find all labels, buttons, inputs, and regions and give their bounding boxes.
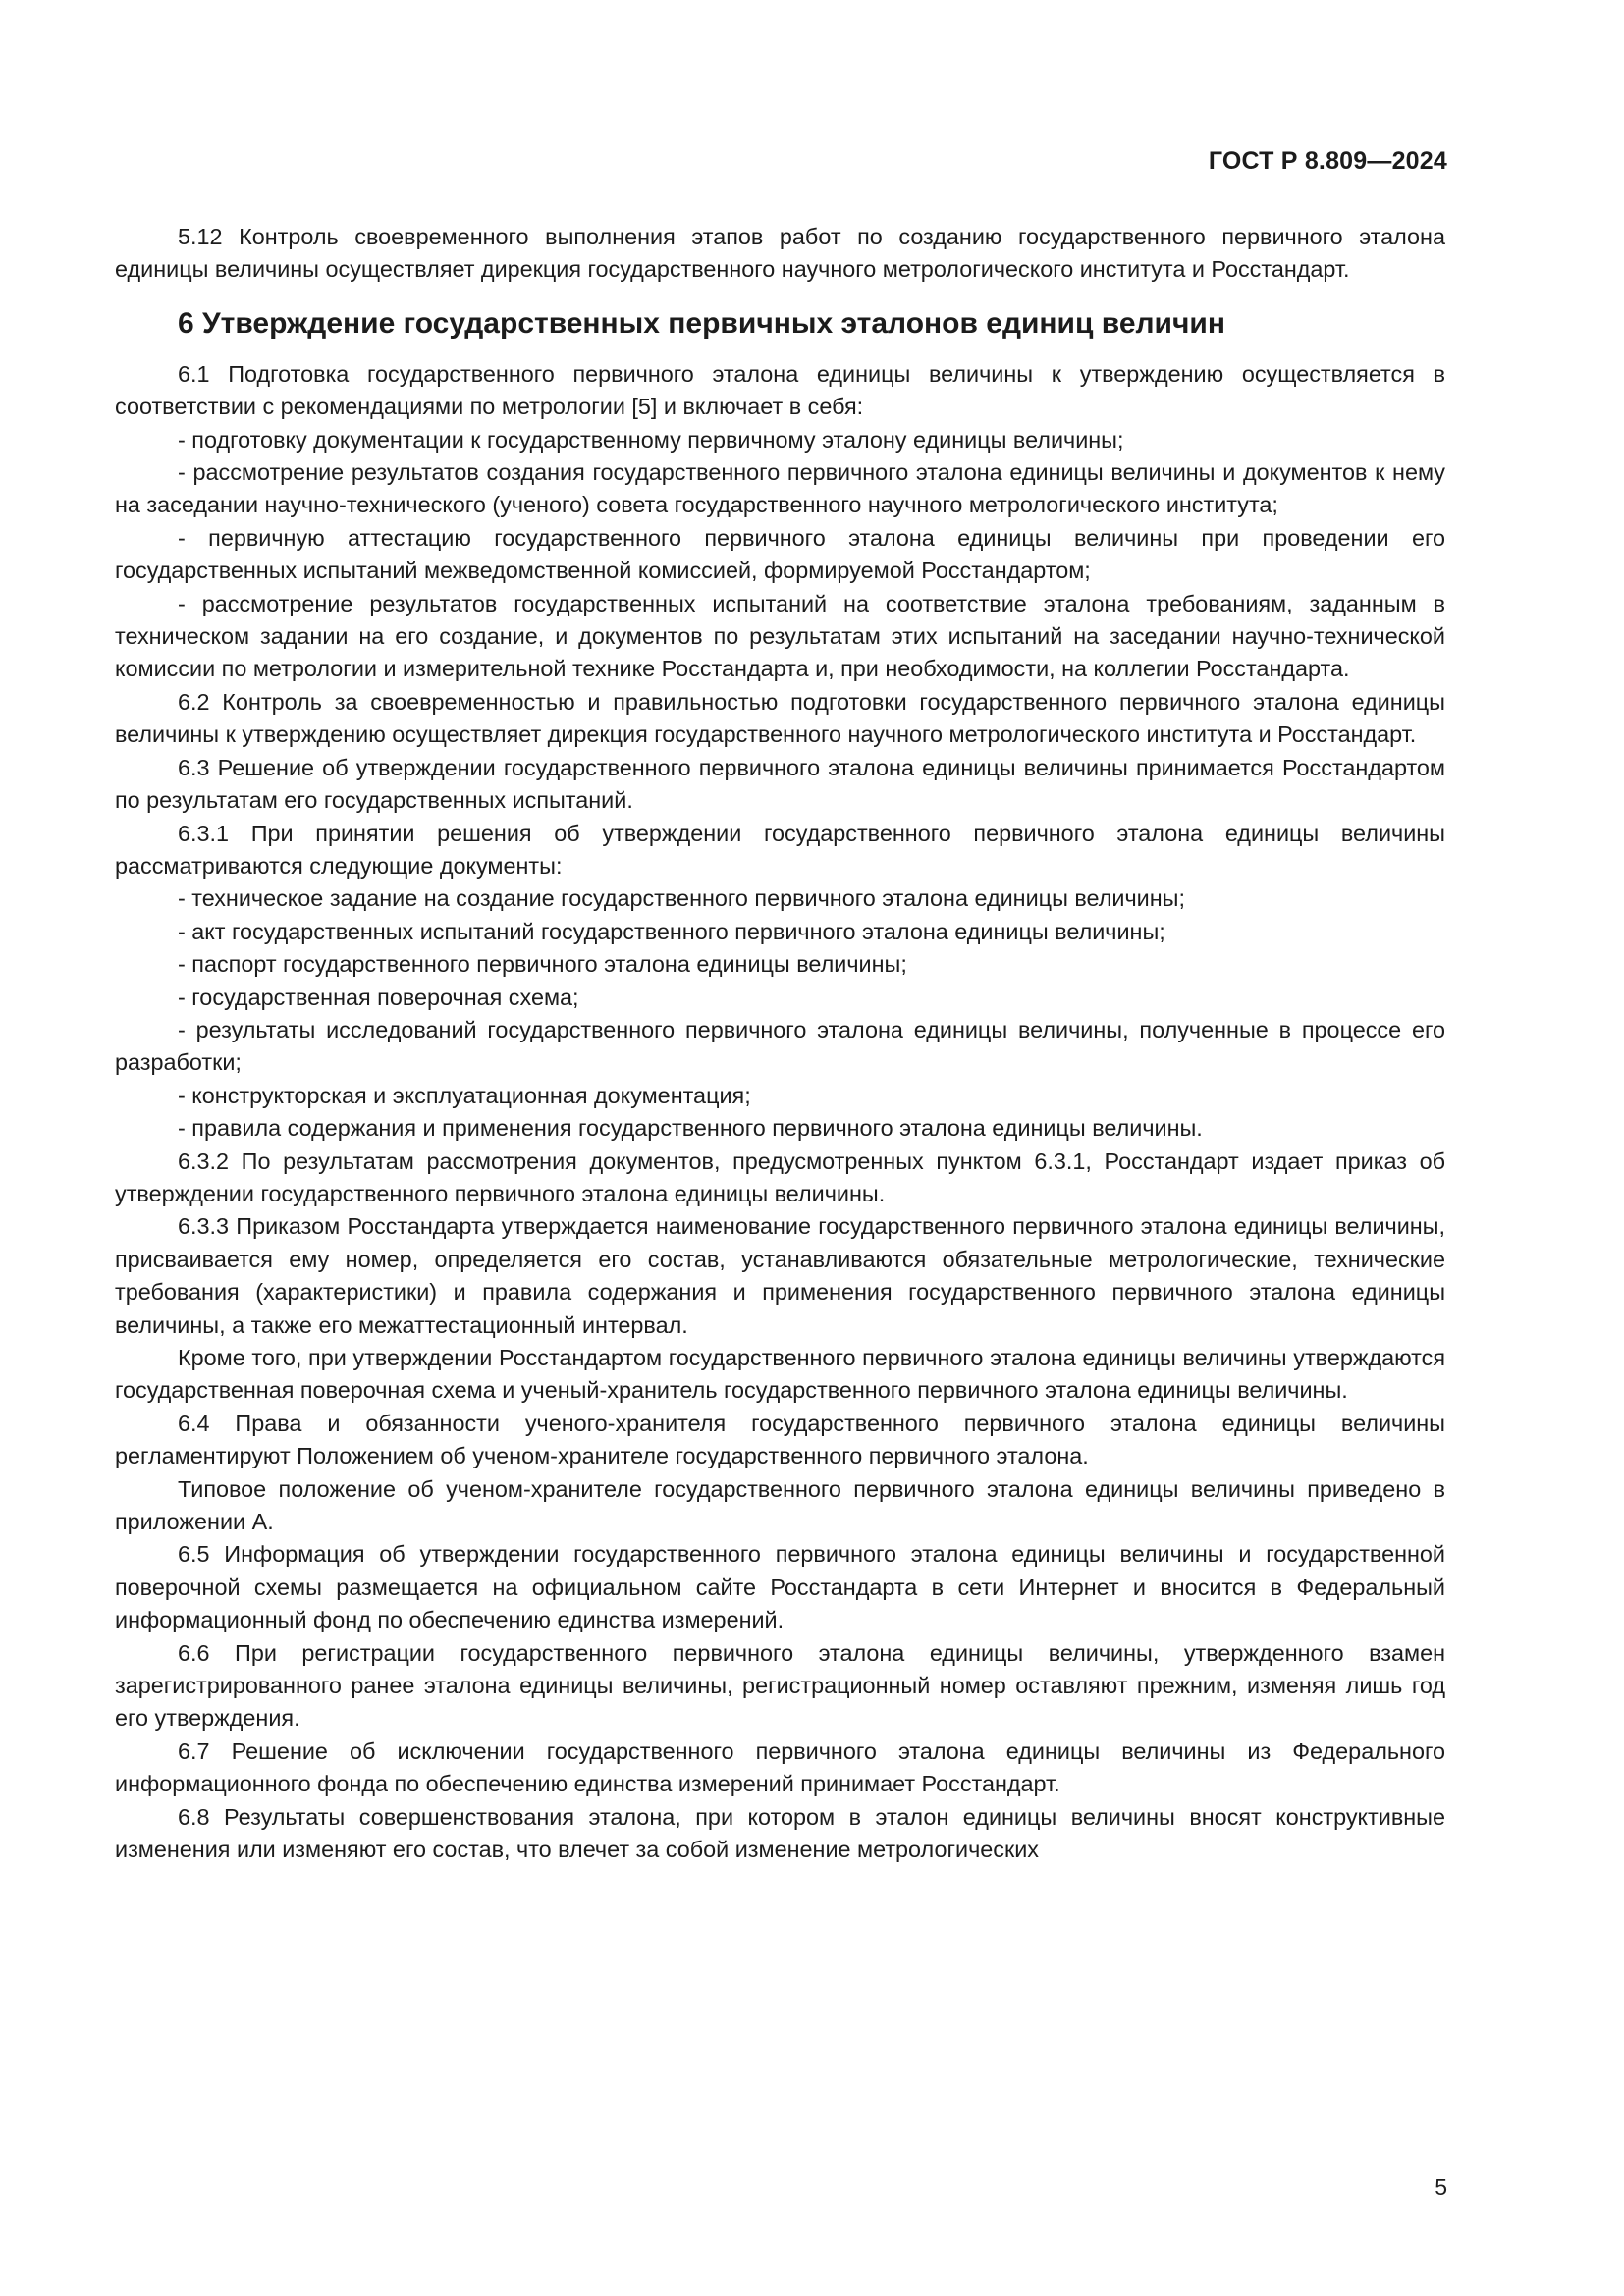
document-code: ГОСТ Р 8.809—2024 [1208,147,1447,175]
list-item: - конструкторская и эксплуатационная документация; [178,1082,751,1108]
clause-6-3-2: 6.3.2 По результатам рассмотрения документов, предусмотренных пунктом 6.3.1, Росстандарт издает приказ об утверждении государственного первичного эталона единицы величины. [115,1148,1445,1206]
clause-6-4-continuation: Типовое положение об ученом-хранителе государственного первичного эталона единицы величины приведено в приложении А. [115,1475,1445,1535]
clause-6-1: 6.1 Подготовка государственного первичного эталона единицы величины к утверждению осуществляется в соответствии с рекомендациями по метрологии [5] и включает в себя: [115,360,1445,420]
section-6-heading: 6 Утверждение государственных первичных эталонов единиц величин [178,306,1225,340]
list-item: - паспорт государственного первичного эталона единицы величины; [178,951,907,978]
clause-5-12: 5.12 Контроль своевременного выполнения этапов работ по созданию государственного первичного эталона единицы величины осуществляет дирекция государственного научного метрологического института и Росстандарт. [115,224,1445,283]
clause-6-3-3: 6.3.3 Приказом Росстандарта утверждается наименование государственного первичного эталона единицы величины, присваивается ему номер, определяется его состав, устанавливаются обязательные метрологические, технические требования (характеристики) и правила содержания и применения государственного первичного эталона единицы величины, а также его межаттестационный интервал. [115,1213,1445,1338]
list-item: - результаты исследований государственного первичного эталона единицы величины, полученные в процессе его разработки; [115,1016,1445,1076]
list-item: - акт государственных испытаний государственного первичного эталона единицы величины; [178,918,1165,944]
clause-6-7: 6.7 Решение об исключении государственного первичного эталона единицы величины из Федерального информационного фонда по обеспечению единства измерений принимает Росстандарт. [115,1737,1445,1797]
clause-6-3: 6.3 Решение об утверждении государственного первичного эталона единицы величины принимается Росстандартом по результатам его государственных испытаний. [115,754,1445,814]
list-item: - подготовку документации к государственному первичному эталону единицы величины; [178,426,1124,453]
list-item: - государственная поверочная схема; [178,984,579,1010]
list-item: - правила содержания и применения государственного первичного эталона единицы величины. [178,1115,1203,1142]
list-item: - первичную аттестацию государственного первичного эталона единицы величины при проведении его государственных испытаний межведомственной комиссией, формируемой Росстандартом; [115,524,1445,584]
clause-6-5: 6.5 Информация об утверждении государственного первичного эталона единицы величины и государственной поверочной схемы размещается на официальном сайте Росстандарта в сети Интернет и вносится в Федеральный информационный фонд по обеспечению единства измерений. [115,1541,1445,1633]
clause-6-3-1: 6.3.1 При принятии решения об утверждении государственного первичного эталона единицы величины рассматриваются следующие документы: [115,820,1445,879]
clause-6-8: 6.8 Результаты совершенствования эталона, при котором в эталон единицы величины вносят конструктивные изменения или изменяют его состав, что влечет за собой изменение метрологических [115,1803,1445,1863]
clause-6-4: 6.4 Права и обязанности ученого-хранителя государственного первичного эталона единицы величины регламентируют Положением об ученом-хранителе государственного первичного эталона. [115,1410,1445,1469]
list-item: - рассмотрение результатов создания государственного первичного эталона единицы величины и документов к нему на заседании научно-технического (ученого) совета государственного научного метрологического института; [115,459,1445,518]
list-item: - рассмотрение результатов государственных испытаний на соответствие эталона требованиям, заданным в техническом задании на его создание, и документов по результатам этих испытаний на заседании научно-технической комиссии по метрологии и измерительной технике Росстандарта и, при необходимости, на коллегии Росстандарта. [115,590,1445,682]
clause-6-2: 6.2 Контроль за своевременностью и правильностью подготовки государственного первичного эталона единицы величины к утверждению осуществляет дирекция государственного научного метрологического института и Росстандарт. [115,688,1445,748]
clause-6-3-3-continuation: Кроме того, при утверждении Росстандартом государственного первичного эталона единицы величины утверждаются государственная поверочная схема и ученый-хранитель государственного первичного эталона единицы величины. [115,1345,1445,1404]
clause-6-6: 6.6 При регистрации государственного первичного эталона единицы величины, утвержденного взамен зарегистрированного ранее эталона единицы величины, регистрационный номер оставляют прежним, изменяя лишь год его утверждения. [115,1639,1445,1732]
document-body [115,221,1445,1867]
list-item: - техническое задание на создание государственного первичного эталона единицы величины; [178,885,1185,912]
page-number: 5 [1435,2174,1447,2200]
